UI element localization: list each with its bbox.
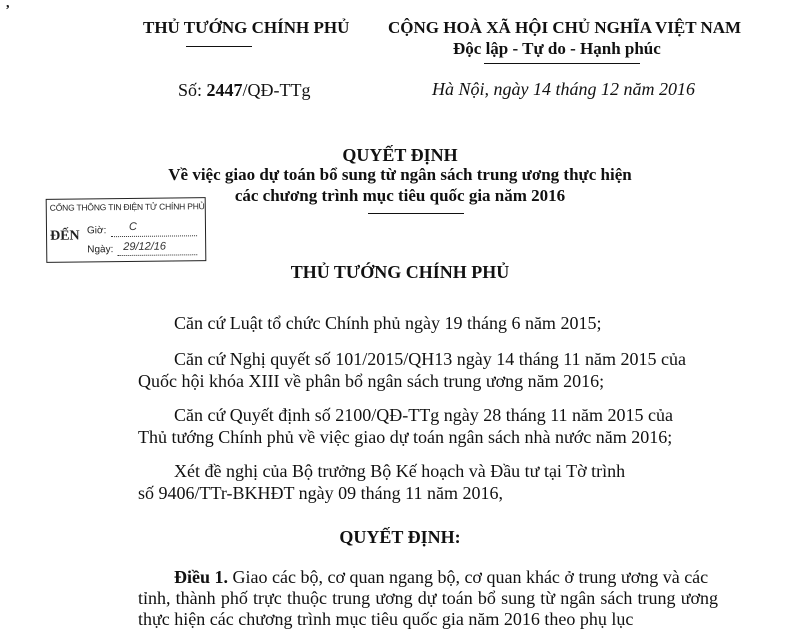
article-1-line-3: thực hiện các chương trình mục tiêu quốc gia năm 2016 theo phụ lục: [138, 609, 634, 629]
place-date: Hà Nội, ngày 14 tháng 12 năm 2016: [432, 79, 695, 99]
basis-3-rest: Thủ tướng Chính phủ về việc giao dự toán ngân sách nhà nước năm 2016;: [138, 427, 673, 447]
basis-paragraph-2: [138, 348, 718, 392]
title-underline: [368, 213, 464, 214]
stamp-date-label: Ngày:: [87, 244, 114, 256]
article-1-line-1: [138, 567, 718, 588]
issuer-heading: THỦ TƯỚNG CHÍNH PHỦ: [290, 262, 510, 282]
stamp-time-line: [111, 225, 197, 237]
stamp-date-value: 29/12/16: [123, 240, 167, 254]
basis-2-line-1: Căn cứ Nghị quyết số 101/2015/QH13 ngày 14 tháng 11 năm 2015 của: [174, 349, 687, 369]
scan-mark: ,: [6, 0, 10, 11]
motto-underline: [484, 63, 640, 64]
document-number: [178, 80, 311, 101]
stamp-header: CỔNG THÔNG TIN ĐIỆN TỬ CHÍNH PHỦ: [49, 201, 205, 213]
article-1-text-1: Giao các bộ, cơ quan ngang bộ, cơ quan khác ở trung ương và các: [228, 567, 709, 587]
basis-2-rest: Quốc hội khóa XIII về phân bổ ngân sách trung ương năm 2016;: [138, 371, 605, 391]
basis-4-rest: số 9406/TTr-BKHĐT ngày 09 tháng 11 năm 2016,: [138, 483, 503, 503]
article-1: [138, 567, 718, 630]
agency-underline: [186, 46, 252, 47]
basis-1-line-1: Căn cứ Luật tổ chức Chính phủ ngày 19 tháng 6 năm 2015;: [174, 313, 602, 333]
article-1-label: Điều 1.: [174, 567, 228, 587]
subject-line-1: Về việc giao dự toán bổ sung từ ngân sách trung ương thực hiện: [168, 165, 632, 184]
number-suffix: /QĐ-TTg: [242, 80, 311, 100]
basis-paragraph-4: [138, 460, 718, 504]
subject-line-2: các chương trình mục tiêu quốc gia năm 2016: [234, 186, 566, 205]
stamp-time-value: C: [128, 220, 137, 233]
number-value: 2447: [206, 80, 243, 100]
basis-paragraph-3: [138, 404, 718, 448]
document-title: QUYẾT ĐỊNH: [342, 145, 458, 165]
article-1-line-2: tỉnh, thành phố trực thuộc trung ương dự toán bổ sung từ ngân sách trung ương: [138, 588, 718, 608]
number-prefix: Số:: [178, 80, 207, 100]
basis-3-line-1: Căn cứ Quyết định số 2100/QĐ-TTg ngày 28 tháng 11 năm 2015 của: [174, 405, 673, 425]
country-name: CỘNG HOÀ XÃ HỘI CHỦ NGHĨA VIỆT NAM: [388, 18, 742, 37]
basis-4-line-1: Xét đề nghị của Bộ trưởng Bộ Kế hoạch và Đầu tư tại Tờ trình: [174, 461, 626, 481]
decision-heading: QUYẾT ĐỊNH:: [339, 527, 461, 547]
agency-name: THỦ TƯỚNG CHÍNH PHỦ: [143, 18, 350, 37]
stamp-den: ĐẾN: [49, 228, 80, 244]
basis-paragraph-1: [138, 312, 718, 334]
stamp-time-label: Giờ:: [86, 225, 107, 237]
motto: Độc lập - Tự do - Hạnh phúc: [453, 39, 661, 58]
received-stamp: [46, 197, 207, 263]
